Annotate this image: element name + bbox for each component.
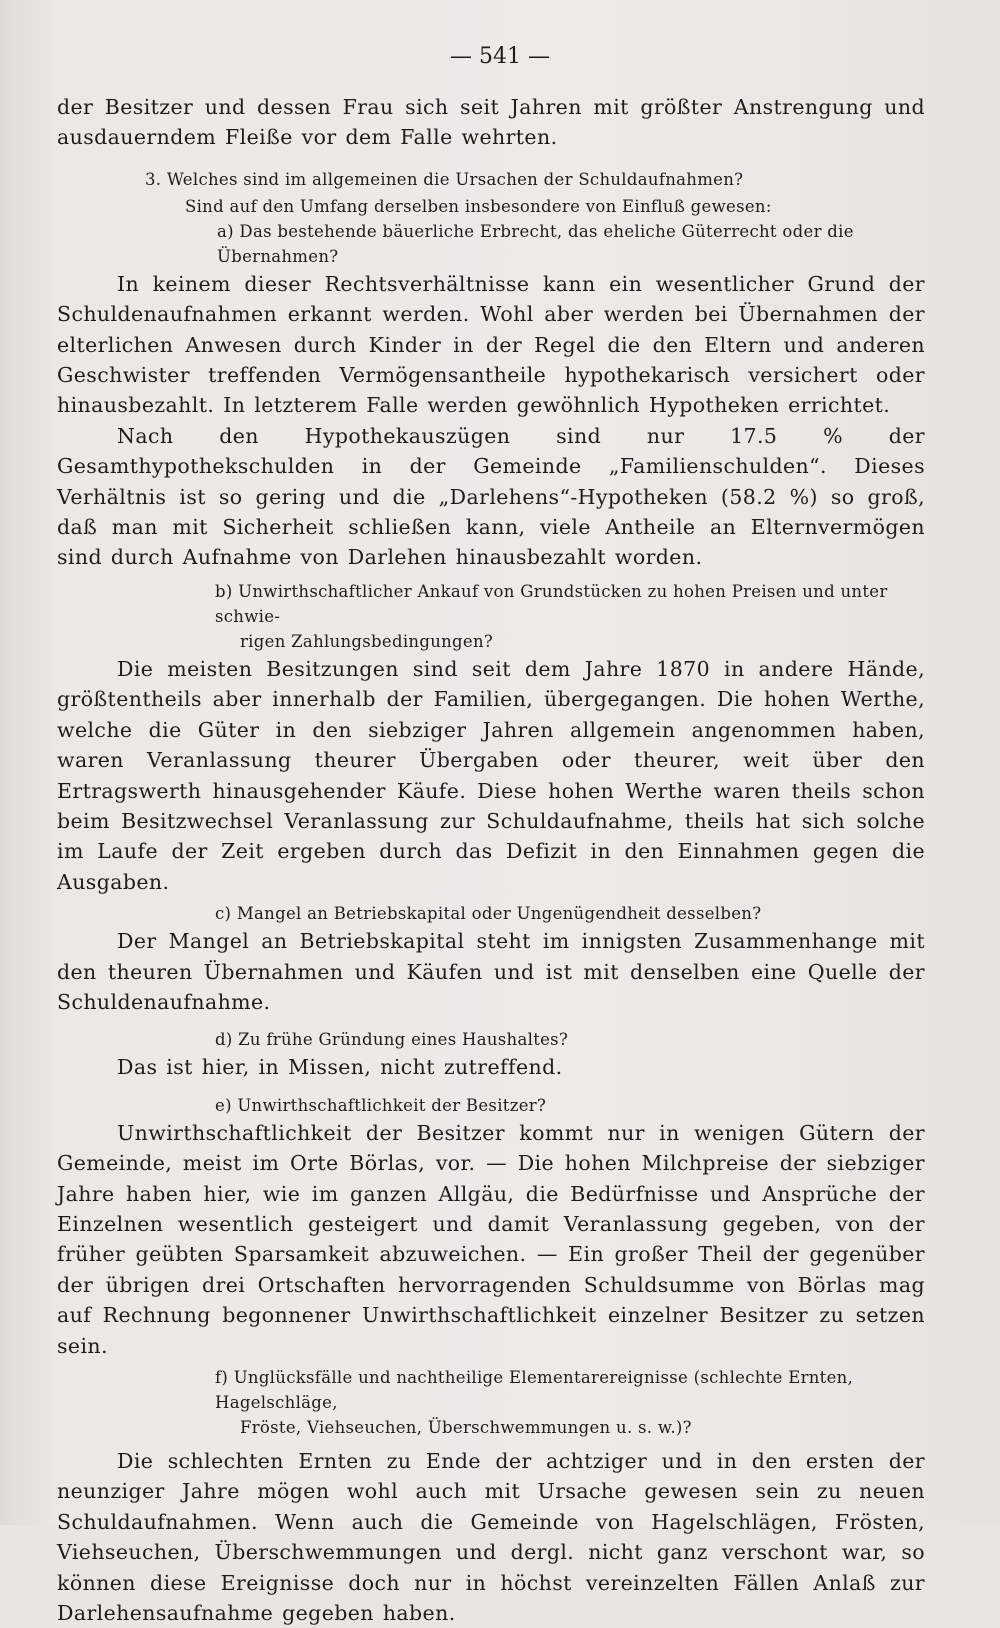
answer-e-paragraph: Unwirthschaftlichkeit der Besitzer kommt nur in wenigen Gütern der Gemeinde, meist im Orte Börlas, vor. — Die hohen Milchpreise der siebziger Jahre haben hier, wie im ganzen Allgäu, die Bedürfnisse und Ansprüche der Einzelnen wesentlich gesteigert und damit Veranlassung gegeben, von der früher geübten Sparsamkeit abzuweichen. — Ein großer Theil der gegenüber der übrigen drei Ortschaften hervorragenden Schuldsumme von Börlas mag auf Rechnung begonnener Unwirthschaftlichkeit einzelner Besitzer zu setzen sein. [57,1120,925,1358]
page-number: — 541 — [450,44,550,69]
question-e: e) Unwirthschaftlichkeit der Besitzer? [215,1095,547,1115]
question-3-heading: 3. Welches sind im allgemeinen die Ursachen der Schuldaufnahmen? [145,169,744,189]
question-b-line-2: rigen Zahlungsbedingungen? [240,631,494,651]
answer-f-paragraph: Die schlechten Ernten zu Ende der achtziger und in den ersten der neunziger Jahre mögen wohl auch mit Ursache gewesen sein zu neuen Schuldaufnahmen. Wenn auch die Gemeinde von Hagelschlägen, Frösten, Viehseuchen, Überschwemmungen und dergl. nicht ganz verschont war, so können diese Ereignisse doch nur in höchst vereinzelten Fällen Anlaß zur Darlehensaufnahme gegeben haben. [57,1449,925,1626]
question-b-line-1: b) Unwirthschaftlicher Ankauf von Grundstücken zu hohen Preisen und unter schwie- [215,581,888,626]
answer-a-paragraph-2: Nach den Hypothekauszügen sind nur 17.5 % der Gesamthypothekschulden in der Gemeinde „Familienschulden“. Dieses Verhältnis ist so gering und die „Darlehens“-Hypotheken (58.2 %) so groß, daß man mit Sicherheit schließen kann, viele Antheile an Elternvermögen sind durch Aufnahme von Darlehen hinausbezahlt worden. [57,423,925,570]
page-content [57,92,925,1628]
answer-d-paragraph: Das ist hier, in Missen, nicht zutreffend. [117,1055,563,1080]
answer-b-paragraph: Die meisten Besitzungen sind seit dem Jahre 1870 in andere Hände, größtentheils aber innerhalb der Familien, übergegangen. Die hohen Werthe, welche die Güter in den siebziger Jahren allgemein angenommen haben, waren Veranlassung theurer Übergaben oder theurer, weit über den Ertragswerth hinausgehender Käufe. Diese hohen Werthe waren theils schon beim Besitzwechsel Veranlassung zur Schuldaufnahme, theils hat sich solche im Laufe der Zeit ergeben durch das Defizit in den Einnahmen gegen die Ausgaben. [57,656,925,894]
question-f-line-2: Fröste, Viehseuchen, Überschwemmungen u. s. w.)? [240,1418,692,1437]
answer-a-paragraph-1: In keinem dieser Rechtsverhältnisse kann ein wesentlicher Grund der Schuldenaufnahmen erkannt werden. Wohl aber werden bei Übernahmen der elterlichen Anwesen durch Kinder in der Regel die den Eltern und anderen Geschwister treffenden Vermögensantheile hypothekarisch versichert oder hinausbezahlt. In letzterem Falle werden gewöhnlich Hypotheken errichtet. [57,271,925,418]
question-f-line-1: f) Unglücksfälle und nachtheilige Elementarereignisse (schlechte Ernten, Hagelschläge, [215,1368,854,1412]
question-3-subheading: Sind auf den Umfang derselben insbesondere von Einfluß gewesen: [185,196,772,216]
paragraph-continuation: der Besitzer und dessen Frau sich seit Jahren mit größter Anstrengung und ausdauerndem Fleiße vor dem Falle wehrten. [57,95,925,150]
answer-c-paragraph: Der Mangel an Betriebskapital steht im innigsten Zusammenhange mit den theuren Übernahmen und Käufen und ist mit denselben eine Quelle der Schuldenaufnahme. [57,929,925,1014]
question-a: a) Das bestehende bäuerliche Erbrecht, das eheliche Güterrecht oder die Übernahmen? [217,221,854,266]
question-c: c) Mangel an Betriebskapital oder Ungenügendheit desselben? [215,904,762,924]
question-d: d) Zu frühe Gründung eines Haushaltes? [215,1030,569,1050]
